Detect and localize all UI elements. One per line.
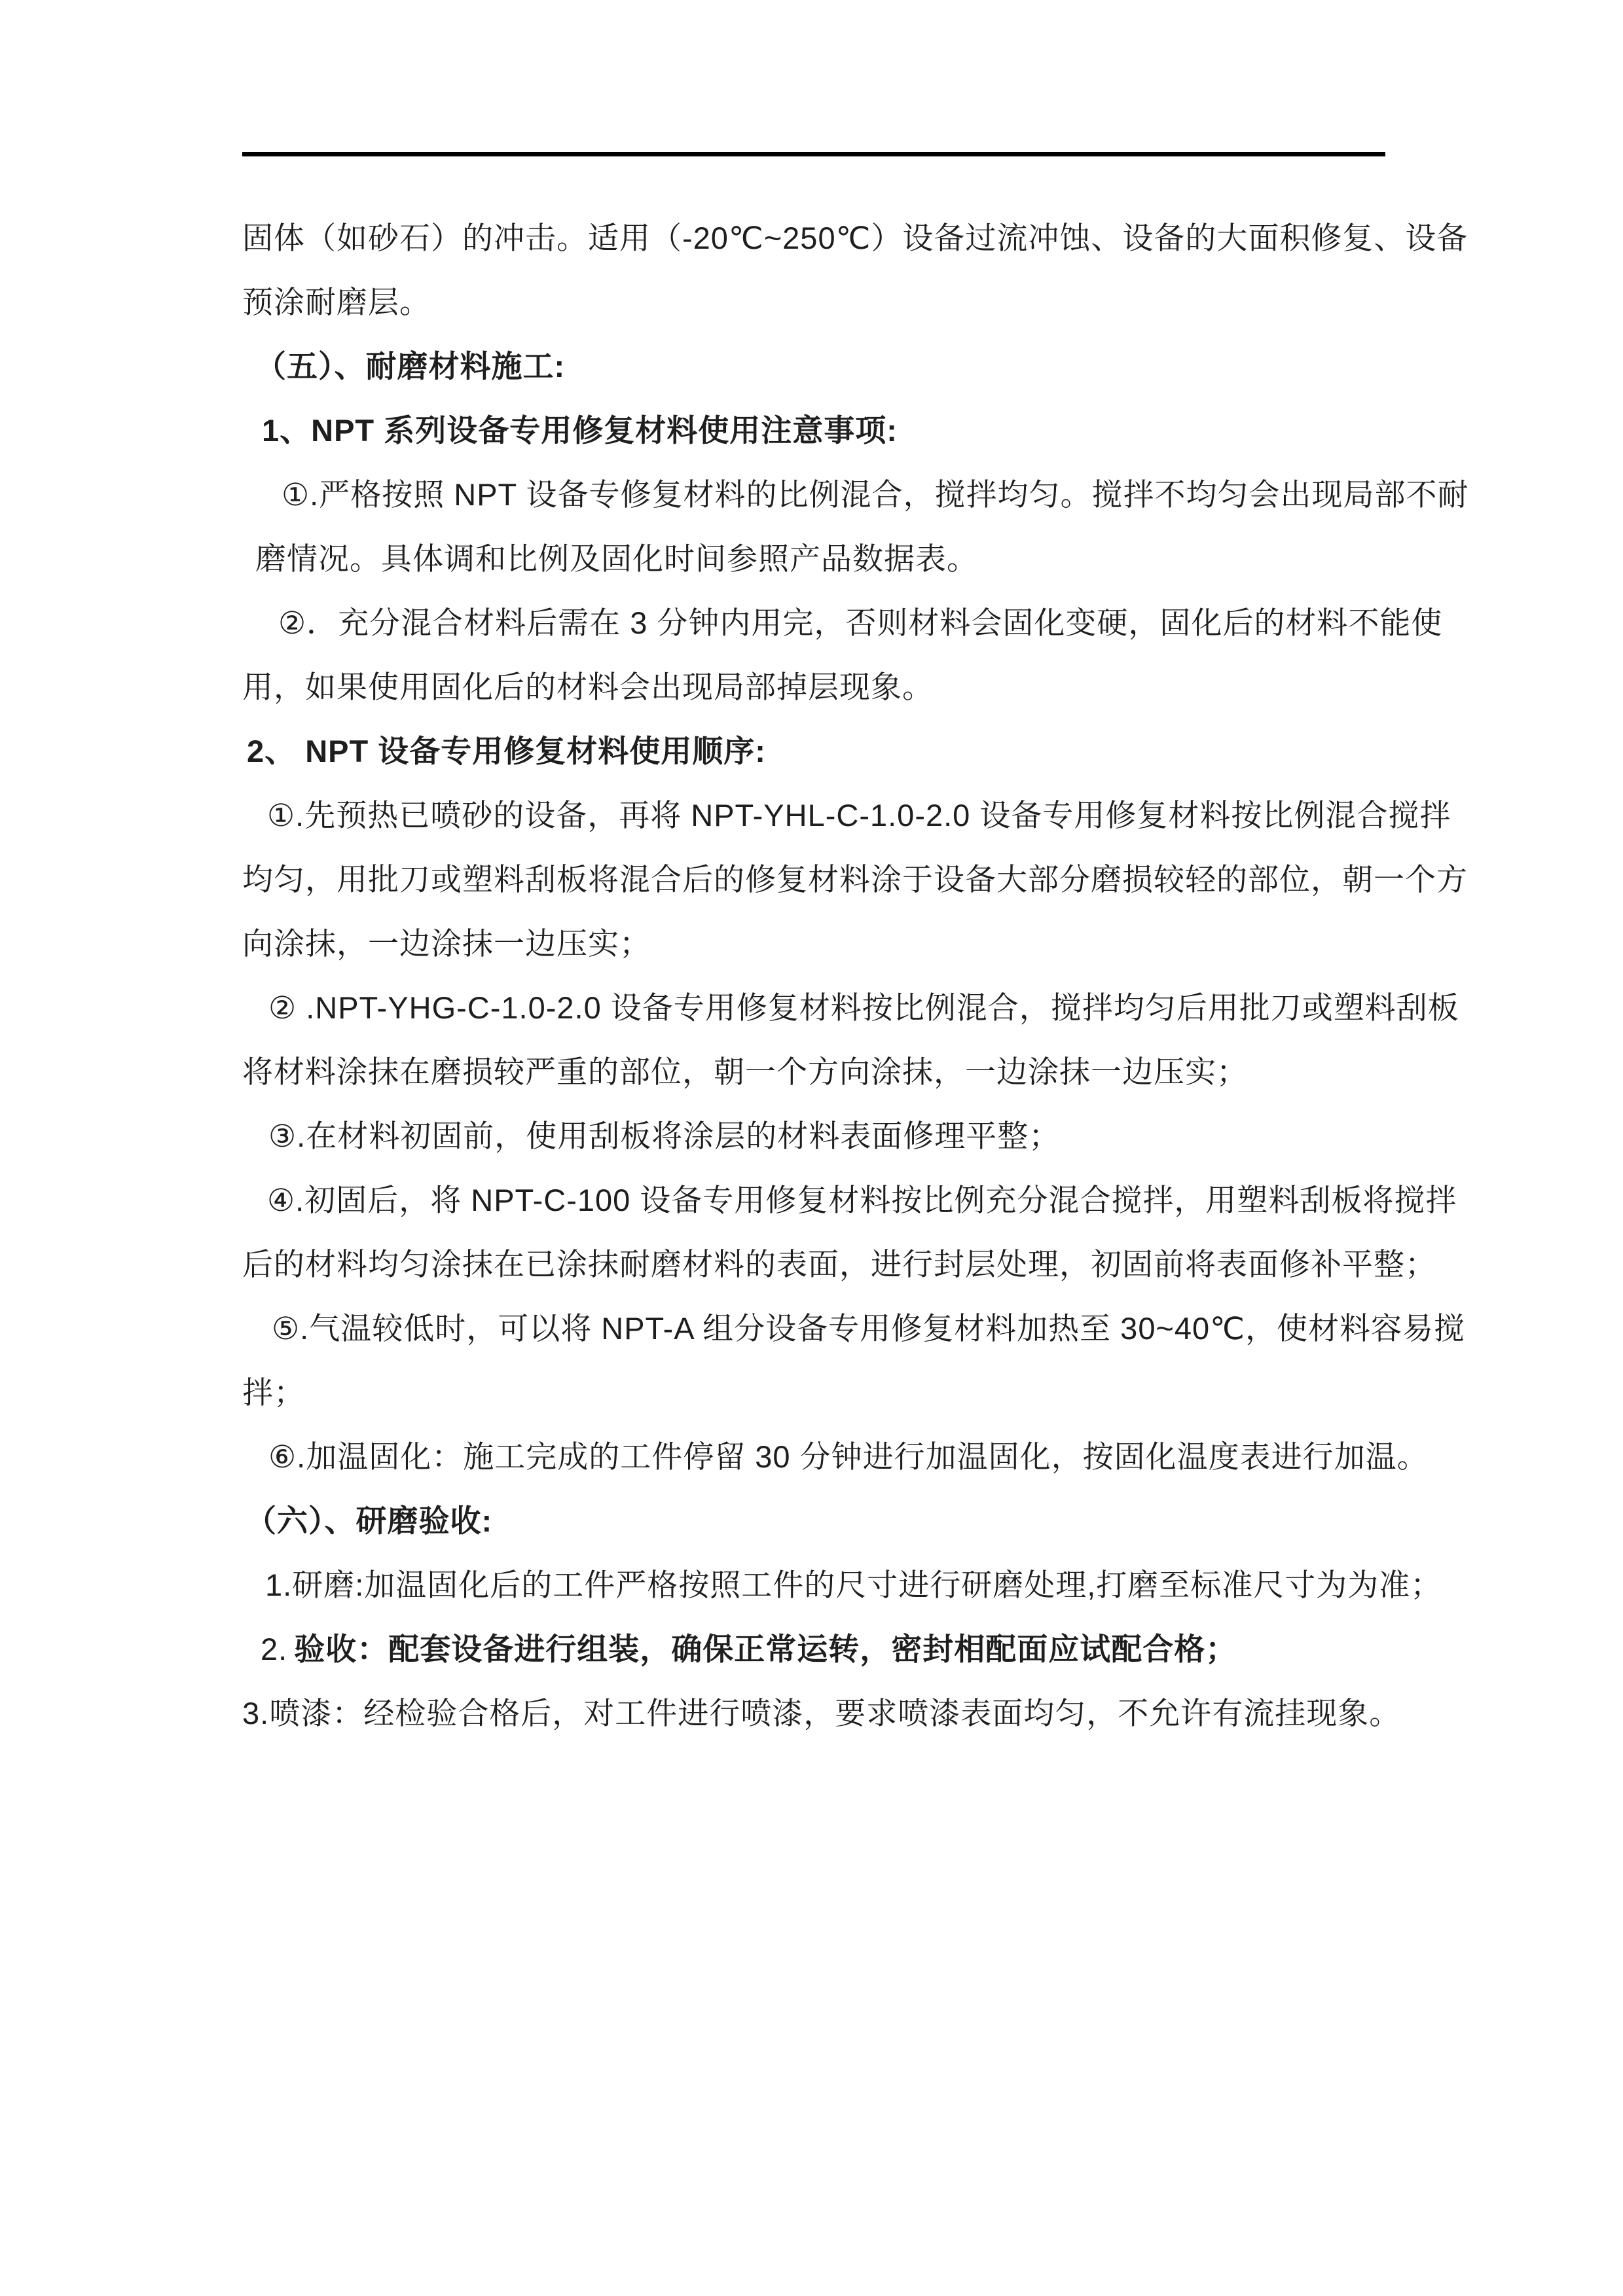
text-segment: 后的材料均匀涂抹在已涂抹耐磨材料的表面，进行封层处理，初固前将表面修补平整； — [242, 1247, 1436, 1282]
text-segment: ③.在材料初固前，使用刮板将涂层的材料表面修理平整； — [268, 1119, 1061, 1153]
text-line — [242, 1425, 1429, 1489]
text-segment: 预涂耐磨层。 — [242, 285, 431, 319]
text-segment: （五）、耐磨材料施工: — [255, 349, 566, 384]
text-segment: 1.研磨:加温固化后的工件严格按照工件的尺寸进行研磨处理,打磨至标准尺寸为为准； — [265, 1568, 1442, 1602]
text-segment: 2. — [261, 1632, 288, 1666]
text-line — [242, 1681, 1401, 1746]
text-line — [242, 1232, 1436, 1297]
text-line — [242, 1168, 1457, 1232]
text-segment: 固体（如砂石）的冲击。适用（-20℃~250℃）设备过流冲蚀、设备的大面积修复、设备 — [242, 221, 1468, 255]
text-line — [242, 912, 1395, 976]
text-segment: 1、NPT 系列设备专用修复材料使用注意事项: — [262, 413, 898, 448]
text-segment: 2、 NPT 设备专用修复材料使用顺序: — [247, 734, 766, 768]
text-segment: ⑥.加温固化：施工完成的工件停留 30 分钟进行加温固化，按固化温度表进行加温。 — [268, 1439, 1429, 1474]
text-segment: ①.先预热已喷砂的设备，再将 NPT-YHL-C-1.0-2.0 设备专用修复材料按比例混合搅拌 — [267, 798, 1451, 833]
text-line — [242, 655, 1395, 719]
text-segment: 向涂抹，一边涂抹一边压实； — [242, 926, 651, 961]
text-line — [242, 976, 1459, 1040]
text-segment: 用，如果使用固化后的材料会出现局部掉层现象。 — [242, 670, 934, 704]
text-line — [242, 270, 1395, 334]
text-line — [242, 399, 1395, 463]
text-line — [242, 848, 1468, 912]
text-segment: 均匀，用批刀或塑料刮板将混合后的修复材料涂于设备大部分磨损较轻的部位，朝一个方 — [242, 862, 1468, 897]
text-line — [242, 1553, 1442, 1617]
text-line — [242, 591, 1443, 655]
text-segment: ④.初固后，将 NPT-C-100 设备专用修复材料按比例充分混合搅拌，用塑料刮板将搅拌 — [267, 1183, 1457, 1217]
text-line — [242, 1104, 1395, 1168]
text-segment: ①.严格按照 NPT 设备专修复材料的比例混合，搅拌均匀。搅拌不均匀会出现局部不耐 — [282, 477, 1469, 512]
text-line — [242, 527, 1395, 591]
text-line — [242, 463, 1469, 527]
text-segment: ②．充分混合材料后需在 3 分钟内用完，否则材料会固化变硬，固化后的材料不能使 — [278, 605, 1443, 640]
text-segment: 3.喷漆：经检验合格后，对工件进行喷漆，要求喷漆表面均匀，不允许有流挂现象。 — [242, 1696, 1401, 1731]
text-segment: （六）、研磨验收: — [246, 1503, 493, 1538]
text-segment: 磨情况。具体调和比例及固化时间参照产品数据表。 — [255, 541, 978, 576]
text-line — [242, 1361, 1395, 1425]
text-line — [242, 334, 1395, 399]
text-line — [242, 1489, 1395, 1553]
text-segment: 将材料涂抹在磨损较严重的部位，朝一个方向涂抹，一边涂抹一边压实； — [242, 1054, 1248, 1089]
text-line — [242, 783, 1451, 848]
text-segment: ② .NPT-YHG-C-1.0-2.0 设备专用修复材料按比例混合，搅拌均匀后用批刀或塑料刮板 — [268, 990, 1459, 1025]
header-divider — [242, 152, 1385, 156]
document-body — [242, 206, 1469, 1746]
text-line — [242, 1297, 1465, 1361]
text-segment: ⑤.气温较低时，可以将 NPT-A 组分设备专用修复材料加热至 30~40℃，使材料容易搅 — [272, 1311, 1465, 1346]
text-segment: 拌； — [242, 1375, 305, 1410]
text-line — [242, 1040, 1395, 1104]
text-line — [242, 206, 1468, 270]
text-line — [242, 719, 1395, 783]
text-segment: 验收：配套设备进行组装，确保正常运转，密封相配面应试配合格； — [294, 1632, 1237, 1666]
text-line — [242, 1617, 1395, 1681]
